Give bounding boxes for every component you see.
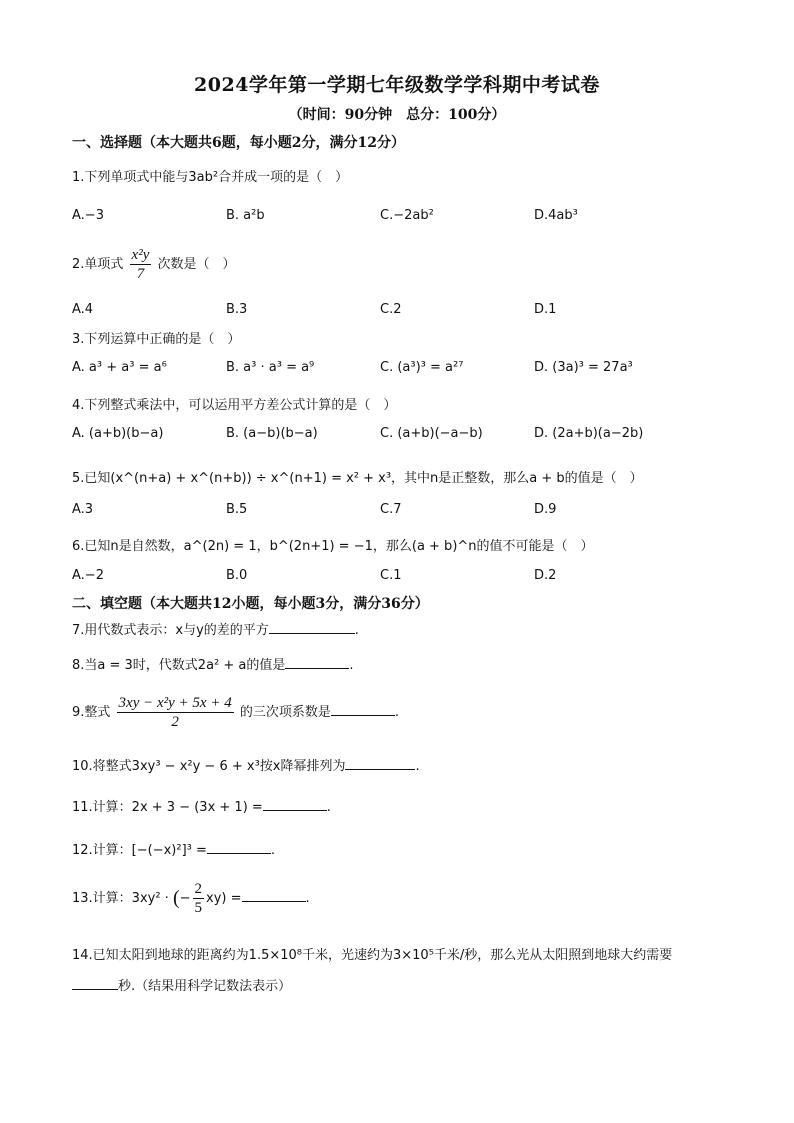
question-3-options [72, 360, 732, 382]
option-b: B. a²b [226, 208, 265, 223]
fraction-numerator: 2 [194, 881, 203, 897]
question-3: 3.下列运算中正确的是（ ） [72, 332, 241, 347]
option-c: C.1 [380, 568, 402, 583]
question-11-text: 11.计算：2x + 3 − (3x + 1) = [72, 800, 263, 815]
question-4-options [72, 426, 732, 448]
question-14-line-2 [72, 975, 291, 994]
fraction-numerator: x²y [131, 247, 150, 263]
question-5-options [72, 502, 732, 524]
option-a: A. a³ + a³ = a⁶ [72, 360, 167, 375]
open-paren: ( [172, 887, 180, 909]
question-8: 8.当a = 3时，代数式2a² + a的值是 . [72, 658, 354, 673]
question-12: 12.计算：[−(−x)²]³ = . [72, 843, 276, 858]
fraction-numerator: 3xy − x²y + 5x + 4 [118, 695, 232, 711]
question-4: 4.下列整式乘法中，可以运用平方差公式计算的是（ ） [72, 398, 397, 413]
answer-blank[interactable] [345, 757, 415, 770]
question-2 [72, 246, 236, 283]
answer-blank[interactable] [242, 889, 306, 902]
question-12-text: 12.计算：[−(−x)²]³ = [72, 843, 207, 858]
answer-blank[interactable] [269, 621, 355, 634]
option-d: D.4ab³ [534, 208, 578, 223]
fraction-denominator: 2 [171, 714, 179, 730]
option-a: A. (a+b)(b−a) [72, 426, 164, 441]
option-b: B.0 [226, 568, 248, 583]
question-9: 9.整式 $\frac{\text{3xy − x²y + 5x + 4}}{2}$ 的三次项系数是 . [72, 695, 399, 730]
question-13-suffix: xy) = [206, 891, 242, 906]
question-2-suffix: 次数是（ ） [157, 257, 236, 272]
option-d: D.9 [534, 502, 557, 517]
question-5: 5.已知(x^(n+a) + x^(n+b)) ÷ x^(n+1) = x² + x³，其中n是正整数，那么a + b的值是（ ） [72, 471, 643, 486]
option-c: C.7 [380, 502, 402, 517]
option-b: B.5 [226, 502, 248, 517]
exam-title: 2024学年第一学期七年级数学学科期中考试卷 [194, 74, 600, 96]
exam-subtitle: （时间：90分钟 总分：100分） [288, 107, 506, 123]
option-b: B. (a−b)(b−a) [226, 426, 318, 441]
fraction-denominator: 5 [194, 900, 203, 916]
option-d: D.1 [534, 302, 557, 317]
option-a: A.−3 [72, 208, 104, 223]
question-11: 11.计算：2x + 3 − (3x + 1) = . [72, 800, 331, 815]
question-6: 6.已知n是自然数，a^(2n) = 1，b^(2n+1) = −1，那么(a + b)^n的值不可能是（ ） [72, 539, 594, 554]
answer-blank[interactable] [207, 841, 271, 854]
option-a: A.−2 [72, 568, 104, 583]
question-13: 13.计算：3xy² · (− $\frac{2}{5}$ xy) = . [72, 881, 310, 916]
option-a: A.3 [72, 502, 94, 517]
question-9-fraction [117, 694, 234, 731]
question-2-options [72, 302, 732, 324]
section-choice-heading: 一、选择题（本大题共6题，每小题2分，满分12分） [72, 135, 405, 151]
question-1: 1.下列单项式中能与3ab²合并成一项的是（ ） [72, 170, 349, 185]
option-c: C.2 [380, 302, 402, 317]
question-14-line-1: 14.已知太阳到地球的距离约为1.5×10⁸千米，光速约为3×10⁵千米/秒，那么光从太阳照到地球大约需要 [72, 948, 673, 963]
option-c: C. (a³)³ = a²⁷ [380, 360, 464, 375]
option-c: C.−2ab² [380, 208, 434, 223]
question-14-suffix: 秒.（结果用科学记数法表示） [118, 979, 292, 994]
answer-blank[interactable] [72, 977, 118, 990]
question-10-text: 10.将整式3xy³ − x²y − 6 + x³按x降幂排列为 [72, 759, 346, 774]
question-9-prefix: 9.整式 [72, 705, 111, 720]
question-2-prefix: 2.单项式 [72, 257, 124, 272]
question-7: 7.用代数式表示：x与y的差的平方 . [72, 623, 359, 638]
option-d: D.2 [534, 568, 557, 583]
question-2-fraction [130, 246, 152, 283]
option-b: B.3 [226, 302, 248, 317]
section-fill-heading: 二、填空题（本大题共12小题，每小题3分，满分36分） [72, 596, 429, 612]
answer-blank[interactable] [285, 656, 349, 669]
question-1-options [72, 208, 732, 230]
answer-blank[interactable] [263, 798, 327, 811]
fraction-denominator: 7 [136, 266, 145, 282]
option-d: D. (2a+b)(a−2b) [534, 426, 644, 441]
answer-blank[interactable] [331, 703, 395, 716]
question-13-prefix: 13.计算：3xy² · [72, 891, 173, 906]
question-13-fraction [193, 880, 205, 917]
question-7-text: 7.用代数式表示：x与y的差的平方 [72, 623, 269, 638]
question-6-options [72, 568, 732, 590]
option-c: C. (a+b)(−a−b) [380, 426, 483, 441]
question-10: 10.将整式3xy³ − x²y − 6 + x³按x降幂排列为 . [72, 759, 420, 774]
option-b: B. a³ · a³ = a⁹ [226, 360, 315, 375]
option-d: D. (3a)³ = 27a³ [534, 360, 633, 375]
option-a: A.4 [72, 302, 94, 317]
question-9-suffix: 的三次项系数是 [239, 705, 331, 720]
question-8-text: 8.当a = 3时，代数式2a² + a的值是 [72, 658, 286, 673]
